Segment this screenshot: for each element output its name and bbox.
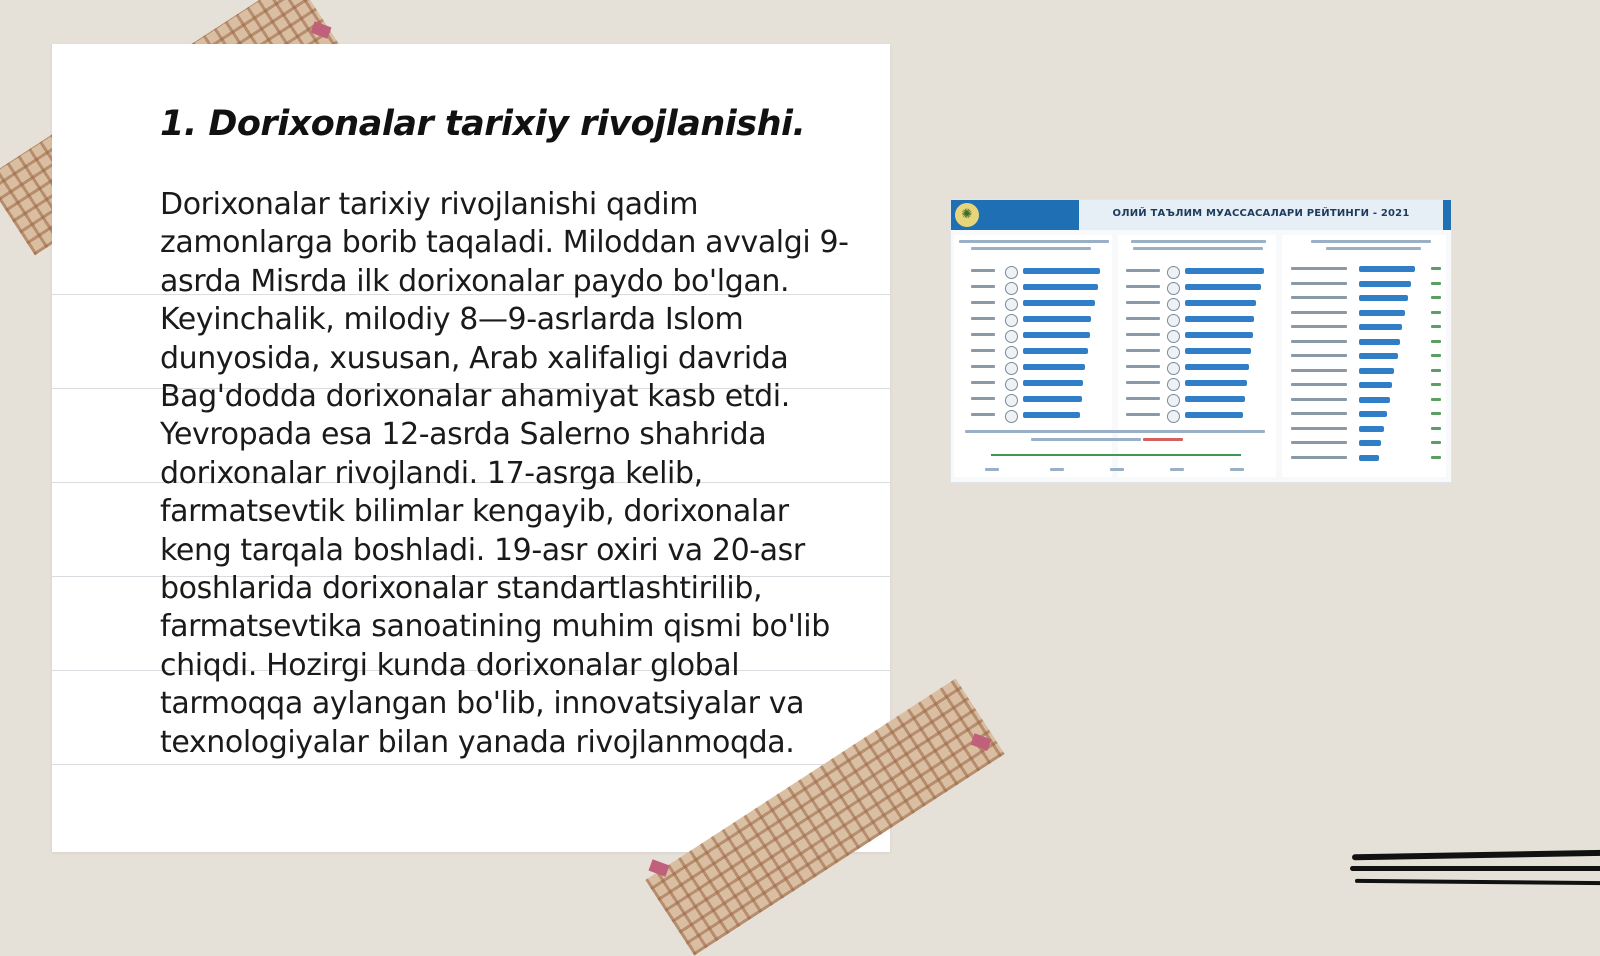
- rating-bar: [1185, 380, 1247, 386]
- change-value: [1431, 412, 1441, 415]
- rating-bar: [1359, 339, 1400, 345]
- change-value: [1431, 441, 1441, 444]
- infographic-header-edge: [1443, 200, 1451, 230]
- university-logo-icon: [1167, 346, 1180, 359]
- row-label: [1291, 311, 1347, 314]
- rating-bar: [1023, 364, 1085, 370]
- rating-bar: [1185, 412, 1243, 418]
- rating-bar: [1359, 324, 1402, 330]
- rating-bar: [1359, 440, 1381, 446]
- row-label: [971, 397, 995, 400]
- brush-stroke-decoration: [1355, 879, 1600, 885]
- rating-bar: [1023, 300, 1095, 306]
- rating-bar: [1185, 332, 1253, 338]
- row-label: [1291, 282, 1347, 285]
- change-value: [1431, 311, 1441, 314]
- university-logo-icon: [1005, 282, 1018, 295]
- rating-bar: [1023, 284, 1098, 290]
- row-label: [1291, 427, 1347, 430]
- row-label: [971, 365, 995, 368]
- row-label: [1126, 365, 1160, 368]
- rating-bar: [1185, 284, 1261, 290]
- infographic-header-logo: [951, 200, 1079, 230]
- rating-bar: [1023, 268, 1100, 274]
- row-label: [971, 269, 995, 272]
- rating-bar: [1023, 348, 1088, 354]
- tape-tab-decoration: [648, 859, 669, 876]
- change-value: [1431, 282, 1441, 285]
- rating-bar: [1359, 426, 1384, 432]
- rating-bar: [1185, 396, 1245, 402]
- row-label: [971, 349, 995, 352]
- university-logo-icon: [1005, 298, 1018, 311]
- rating-bar: [1185, 268, 1264, 274]
- change-value: [1431, 267, 1441, 270]
- change-value: [1431, 325, 1441, 328]
- row-label: [1291, 340, 1347, 343]
- row-label: [1291, 369, 1347, 372]
- change-value: [1431, 456, 1441, 459]
- rating-bar: [1023, 332, 1090, 338]
- row-label: [1291, 398, 1347, 401]
- rating-bar: [1359, 382, 1392, 388]
- year-label: [1110, 468, 1124, 471]
- row-label: [1291, 383, 1347, 386]
- row-label: [1126, 285, 1160, 288]
- university-logo-icon: [1167, 282, 1180, 295]
- row-label: [971, 317, 995, 320]
- row-label: [1126, 301, 1160, 304]
- change-value: [1431, 398, 1441, 401]
- ruled-line: [52, 764, 890, 765]
- university-logo-icon: [1167, 378, 1180, 391]
- year-label: [1050, 468, 1064, 471]
- university-logo-icon: [1005, 394, 1018, 407]
- change-value: [1431, 296, 1441, 299]
- rating-bar: [1359, 353, 1398, 359]
- year-label: [1230, 468, 1244, 471]
- rating-bar: [1023, 412, 1080, 418]
- row-label: [1291, 456, 1347, 459]
- row-label: [1291, 296, 1347, 299]
- slide-body-text: Dorixonalar tarixiy rivojlanishi qadim zamonlarga borib taqaladi. Miloddan avvalgi 9-asrda Misrda ilk dorixonalar paydo bo'lgan. Keyinchalik, milodiy 8—9-asrlarda Islom dunyosida, xususan, Arab xalifaligi davrida Bag'dodda dorixonalar ahamiyat kasb etdi. Yevropada esa 12-asrda Salerno shahrida dorixonalar rivojlandi. 17-asrga kelib, farmatsevtik bilimlar kengayib, dorixonalar keng tarqala boshladi. 19-asr oxiri va 20-asr boshlarida dorixonalar standartlashtirilib, farmatsevtika sanoatining muhim qismi bo'lib chiqdi. Hozirgi kunda dorixonalar global tarmoqqa aylangan bo'lib, innovatsiyalar va texnologiyalar bilan yanada rivojlanmoqda.: [160, 187, 849, 760]
- university-logo-icon: [1167, 394, 1180, 407]
- row-label: [1126, 397, 1160, 400]
- rating-bar: [1185, 348, 1251, 354]
- row-label: [1291, 325, 1347, 328]
- rating-bar: [1185, 300, 1256, 306]
- rating-bar: [1023, 380, 1083, 386]
- row-label: [1126, 269, 1160, 272]
- university-logo-icon: [1005, 346, 1018, 359]
- rating-bar: [1185, 316, 1254, 322]
- row-label: [971, 333, 995, 336]
- university-logo-icon: [1167, 298, 1180, 311]
- university-logo-icon: [1005, 378, 1018, 391]
- rating-bar: [1359, 411, 1387, 417]
- brush-stroke-decoration: [1350, 866, 1600, 871]
- row-label: [1126, 333, 1160, 336]
- university-logo-icon: [1005, 330, 1018, 343]
- year-label: [1170, 468, 1184, 471]
- university-logo-icon: [1005, 410, 1018, 423]
- university-logo-icon: [1167, 314, 1180, 327]
- rating-infographic-image: [950, 199, 1452, 483]
- emblem-icon: ✺: [955, 203, 979, 227]
- column-header-text: [1131, 240, 1266, 243]
- row-label: [1291, 412, 1347, 415]
- change-value: [1431, 340, 1441, 343]
- change-value: [1431, 369, 1441, 372]
- change-value: [1431, 383, 1441, 386]
- slide-title: 1. Dorixonalar tarixiy rivojlanishi.: [160, 104, 806, 144]
- row-label: [1126, 317, 1160, 320]
- row-label: [1291, 267, 1347, 270]
- rating-bar: [1359, 295, 1408, 301]
- column-header-text: [1311, 240, 1431, 243]
- rating-bar: [1359, 397, 1390, 403]
- university-logo-icon: [1167, 410, 1180, 423]
- university-logo-icon: [1005, 266, 1018, 279]
- trend-line: [991, 454, 1241, 456]
- row-label: [1291, 441, 1347, 444]
- column-header-text: [1133, 247, 1263, 250]
- rating-bar: [1023, 316, 1091, 322]
- row-label: [1126, 381, 1160, 384]
- bottom-caption-text: [965, 430, 1265, 433]
- bottom-caption-text: [1031, 438, 1141, 441]
- row-label: [971, 301, 995, 304]
- change-value: [1431, 354, 1441, 357]
- row-label: [1291, 354, 1347, 357]
- rating-bar: [1359, 281, 1411, 287]
- rating-bar: [1359, 455, 1379, 461]
- bottom-caption-highlight: [1143, 438, 1183, 441]
- brush-stroke-decoration: [1352, 850, 1600, 861]
- rating-bar: [1359, 368, 1394, 374]
- column-header-text: [1326, 247, 1421, 250]
- column-header-text: [959, 240, 1109, 243]
- university-logo-icon: [1005, 362, 1018, 375]
- university-logo-icon: [1167, 362, 1180, 375]
- row-label: [1126, 349, 1160, 352]
- university-logo-icon: [1167, 330, 1180, 343]
- rating-bar: [1185, 364, 1249, 370]
- change-value: [1431, 427, 1441, 430]
- row-label: [971, 381, 995, 384]
- infographic-title: ОЛИЙ ТАЪЛИМ МУАССАСАЛАРИ РЕЙТИНГИ - 2021: [1112, 208, 1410, 219]
- rating-bar: [1359, 266, 1415, 272]
- university-logo-icon: [1005, 314, 1018, 327]
- year-label: [985, 468, 999, 471]
- row-label: [1126, 413, 1160, 416]
- column-header-text: [971, 247, 1091, 250]
- row-label: [971, 413, 995, 416]
- row-label: [971, 285, 995, 288]
- university-logo-icon: [1167, 266, 1180, 279]
- rating-bar: [1359, 310, 1405, 316]
- rating-bar: [1023, 396, 1082, 402]
